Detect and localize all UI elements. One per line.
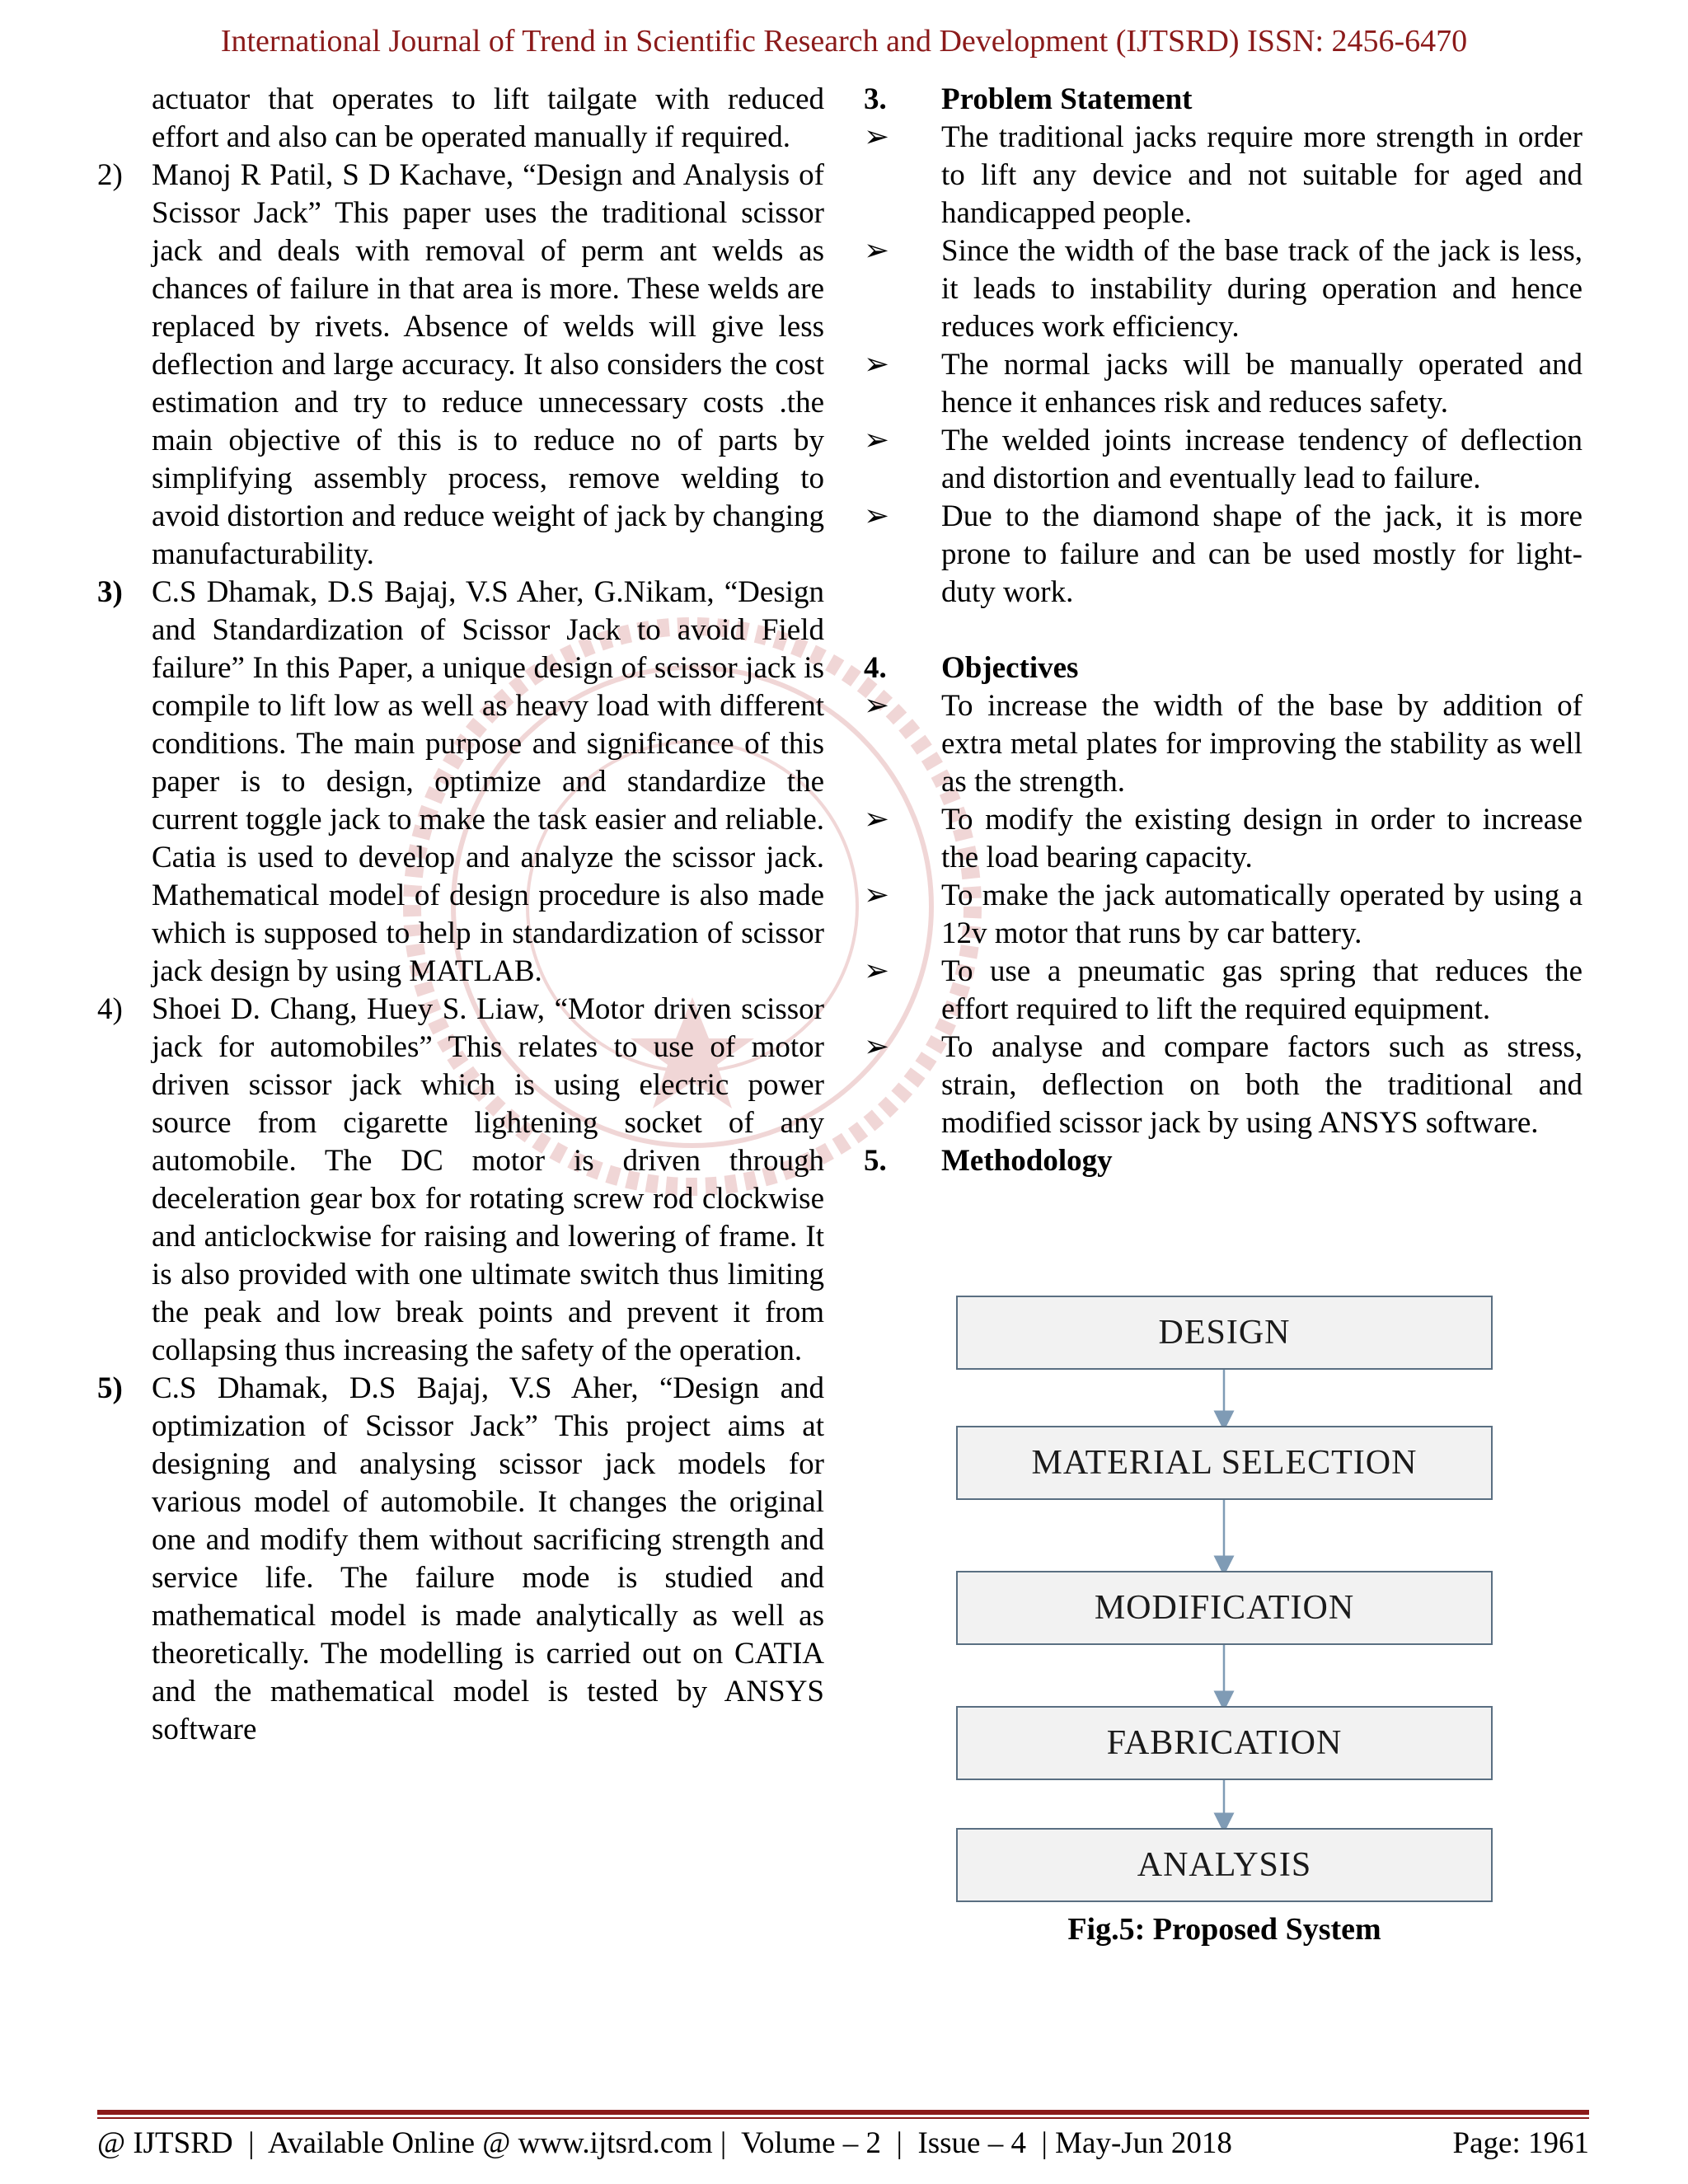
arrow-bullet-icon: ➢ — [864, 120, 890, 154]
reference-number: 3) — [97, 575, 123, 609]
bullet-text: Since the width of the base track of the jack is less, it leads to instability during operation and hence reduces work efficiency. — [941, 234, 1582, 344]
bullet-item — [856, 232, 1582, 346]
bullet-text: Due to the diamond shape of the jack, it is more prone to failure and can be used mostly for light-duty work. — [941, 499, 1582, 609]
flow-step-fabrication: FABRICATION — [956, 1706, 1493, 1780]
flow-step-design: DESIGN — [956, 1296, 1493, 1370]
section-number: 3. — [864, 82, 887, 116]
reference-item — [97, 157, 824, 574]
bullet-text: The normal jacks will be manually operated and hence it enhances risk and reduces safety. — [941, 348, 1582, 419]
bullet-text: To increase the width of the base by addition of extra metal plates for improving the stability as well as the strength. — [941, 689, 1582, 799]
section-heading-objectives — [856, 649, 1582, 687]
section-number: 4. — [864, 651, 887, 685]
page-number: Page: 1961 — [1452, 2126, 1589, 2160]
section-title: Objectives — [941, 651, 1079, 685]
flow-step-analysis: ANALYSIS — [956, 1828, 1493, 1902]
section-title: Methodology — [941, 1144, 1113, 1178]
flow-step-material-selection: MATERIAL SELECTION — [956, 1426, 1493, 1500]
journal-header: International Journal of Trend in Scientific Research and Development (IJTSRD) ISSN: 2456-6470 — [220, 24, 1468, 59]
reference-1-continuation: actuator that operates to lift tailgate with reduced effort and also can be operated manually if required. — [152, 82, 824, 154]
bullet-item — [856, 687, 1582, 801]
reference-number: 5) — [97, 1371, 123, 1405]
reference-text: Shoei D. Chang, Huey S. Liaw, “Motor driven scissor jack for automobiles” This relates to use of motor driven scissor jack which is using electric power source from cigarette lightening socket of any automobile. The DC motor is driven through deceleration gear box for rotating screw rod clockwise and anticlockwise for raising and lowering of frame. It is also provided with one ultimate switch thus limiting the peak and low break points and prevent it from collapsing thus increasing the safety of the operation. — [152, 992, 824, 1367]
reference-text: C.S Dhamak, D.S Bajaj, V.S Aher, G.Nikam, “Design and Standardization of Scissor Jack to avoid Field failure” In this Paper, a unique design of scissor jack is compile to lift low as well as heavy load with different conditions. The main purpose and significance of this paper is to design, optimize and standardize the current toggle jack to make the task easier and reliable. Catia is used to develop and analyze the scissor jack. Mathematical model of design procedure is also made which is supposed to help in standardization of scissor jack design by using MATLAB. — [152, 575, 824, 988]
reference-number: 2) — [97, 158, 123, 192]
bullet-item — [856, 801, 1582, 877]
flow-step-modification: MODIFICATION — [956, 1571, 1493, 1645]
bullet-text: The traditional jacks require more strength in order to lift any device and not suitable for aged and handicapped people. — [941, 120, 1582, 230]
bullet-item — [856, 877, 1582, 953]
bullet-text: To use a pneumatic gas spring that reduces the effort required to lift the required equipment. — [941, 954, 1582, 1026]
footer-info: @ IJTSRD | Available Online @ www.ijtsrd.com | Volume – 2 | Issue – 4 | May-Jun 2018 — [97, 2126, 1232, 2160]
bullet-item — [856, 119, 1582, 232]
reference-text: C.S Dhamak, D.S Bajaj, V.S Aher, “Design and optimization of Scissor Jack” This project aims at designing and analysing scissor jack models for various model of automobile. It changes the original one and modify them without sacrificing strength and service life. The failure mode is studied and mathematical model is made analytically as well as theoretically. The modelling is carried out on CATIA and the mathematical model is tested by ANSYS software — [152, 1371, 824, 1746]
methodology-flowchart — [956, 1296, 1493, 1905]
reference-number: 4) — [97, 992, 123, 1026]
bullet-text: To make the jack automatically operated by using a 12v motor that runs by car battery. — [941, 879, 1582, 950]
bullet-item — [856, 953, 1582, 1029]
reference-text: Manoj R Patil, S D Kachave, “Design and Analysis of Scissor Jack” This paper uses the traditional scissor jack and deals with removal of perm ant welds as chances of failure in that area is more. These welds are replaced by rivets. Absence of welds will give less deflection and large accuracy. It also considers the cost estimation and try to reduce unnecessary costs .the main objective of this is to reduce no of parts by simplifying assembly process, remove welding to avoid distortion and reduce weight of jack by changing manufacturability. — [152, 158, 824, 571]
section-title: Problem Statement — [941, 82, 1193, 116]
bullet-text: To modify the existing design in order to increase the load bearing capacity. — [941, 803, 1582, 874]
right-column — [856, 81, 1582, 1180]
section-heading-methodology — [856, 1142, 1582, 1180]
arrow-bullet-icon: ➢ — [864, 803, 890, 837]
figure-caption: Fig.5: Proposed System — [1067, 1912, 1381, 1947]
footer-rule — [97, 2110, 1589, 2115]
arrow-bullet-icon: ➢ — [864, 499, 890, 533]
reference-item — [97, 1370, 824, 1749]
bullet-text: The welded joints increase tendency of deflection and distortion and eventually lead to failure. — [941, 424, 1582, 495]
arrow-bullet-icon: ➢ — [864, 879, 890, 912]
reference-item — [97, 991, 824, 1370]
arrow-bullet-icon: ➢ — [864, 424, 890, 457]
bullet-text: To analyse and compare factors such as stress, strain, deflection on both the traditional and modified scissor jack by using ANSYS software. — [941, 1030, 1582, 1140]
footer-rule-thin — [97, 2117, 1589, 2119]
arrow-bullet-icon: ➢ — [864, 348, 890, 382]
left-column — [97, 81, 824, 1749]
bullet-item — [856, 1029, 1582, 1142]
bullet-item — [856, 498, 1582, 612]
bullet-item — [856, 346, 1582, 422]
section-number: 5. — [864, 1144, 887, 1178]
arrow-bullet-icon: ➢ — [864, 954, 890, 988]
arrow-bullet-icon: ➢ — [864, 234, 890, 268]
arrow-bullet-icon: ➢ — [864, 689, 890, 723]
section-heading-problem — [856, 81, 1582, 119]
reference-item — [97, 574, 824, 991]
bullet-item — [856, 422, 1582, 498]
arrow-bullet-icon: ➢ — [864, 1030, 890, 1064]
